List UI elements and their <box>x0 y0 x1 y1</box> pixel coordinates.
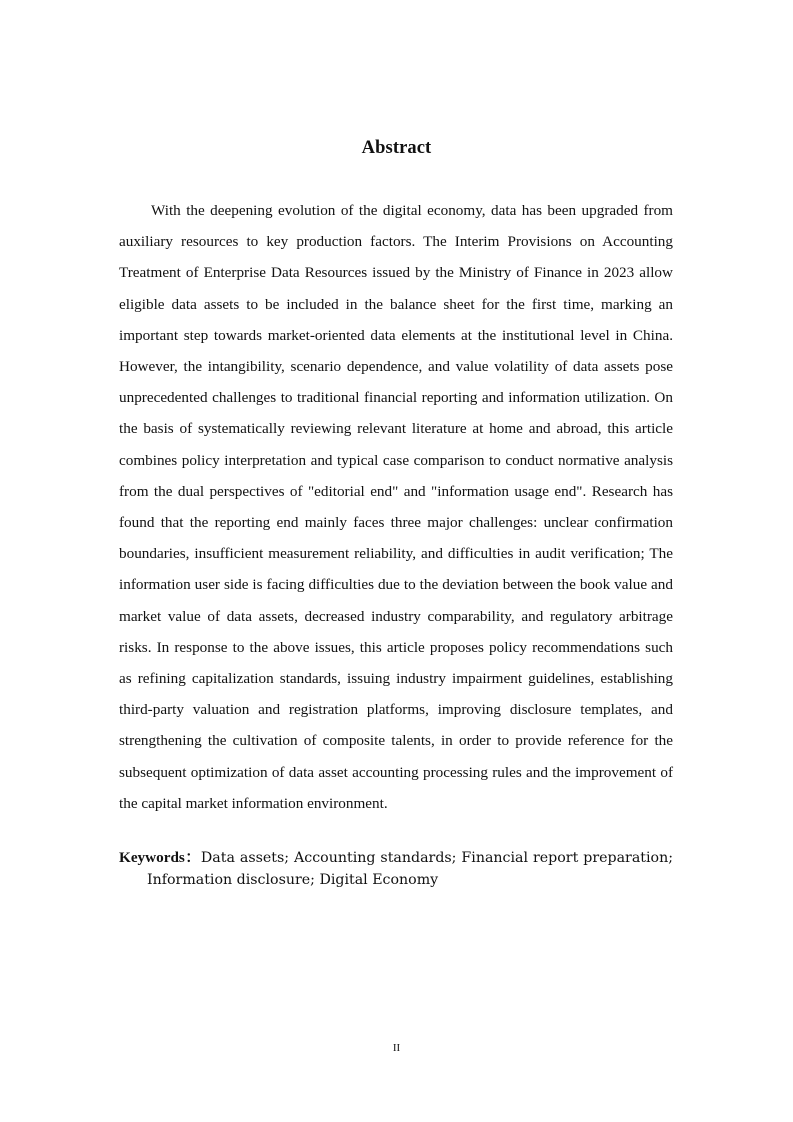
keywords-paragraph <box>119 847 673 891</box>
keywords-label: Keywords： <box>119 849 201 866</box>
abstract-title: Abstract <box>361 138 432 158</box>
page-number: II <box>392 1042 401 1054</box>
keywords-text: Data assets; Accounting standards; Financial report preparation; Information disclosure; Digital Economy <box>147 850 673 888</box>
abstract-body: With the deepening evolution of the digital economy, data has been upgraded from auxiliary resources to key production factors. The Interim Provisions on Accounting Treatment of Enterprise Data Resources issued by the Ministry of Finance in 2023 allow eligible data assets to be included in the balance sheet for the first time, marking an important step towards market-oriented data elements at the institutional level in China. However, the intangibility, scenario dependence, and value volatility of data assets pose unprecedented challenges to traditional financial reporting and information utilization. On the basis of systematically reviewing relevant literature at home and abroad, this article combines policy interpretation and typical case comparison to conduct normative analysis from the dual perspectives of "editorial end" and "information usage end". Research has found that the reporting end mainly faces three major challenges: unclear confirmation boundaries, insufficient measurement reliability, and difficulties in audit verification; The information user side is facing difficulties due to the deviation between the book value and market value of data assets, decreased industry comparability, and regulatory arbitrage risks. In response to the above issues, this article proposes policy recommendations such as refining capitalization standards, issuing industry impairment guidelines, establishing third-party valuation and registration platforms, improving disclosure templates, and strengthening the cultivation of composite talents, in order to provide reference for the subsequent optimization of data asset accounting processing rules and the improvement of the capital market information environment. <box>119 202 673 812</box>
